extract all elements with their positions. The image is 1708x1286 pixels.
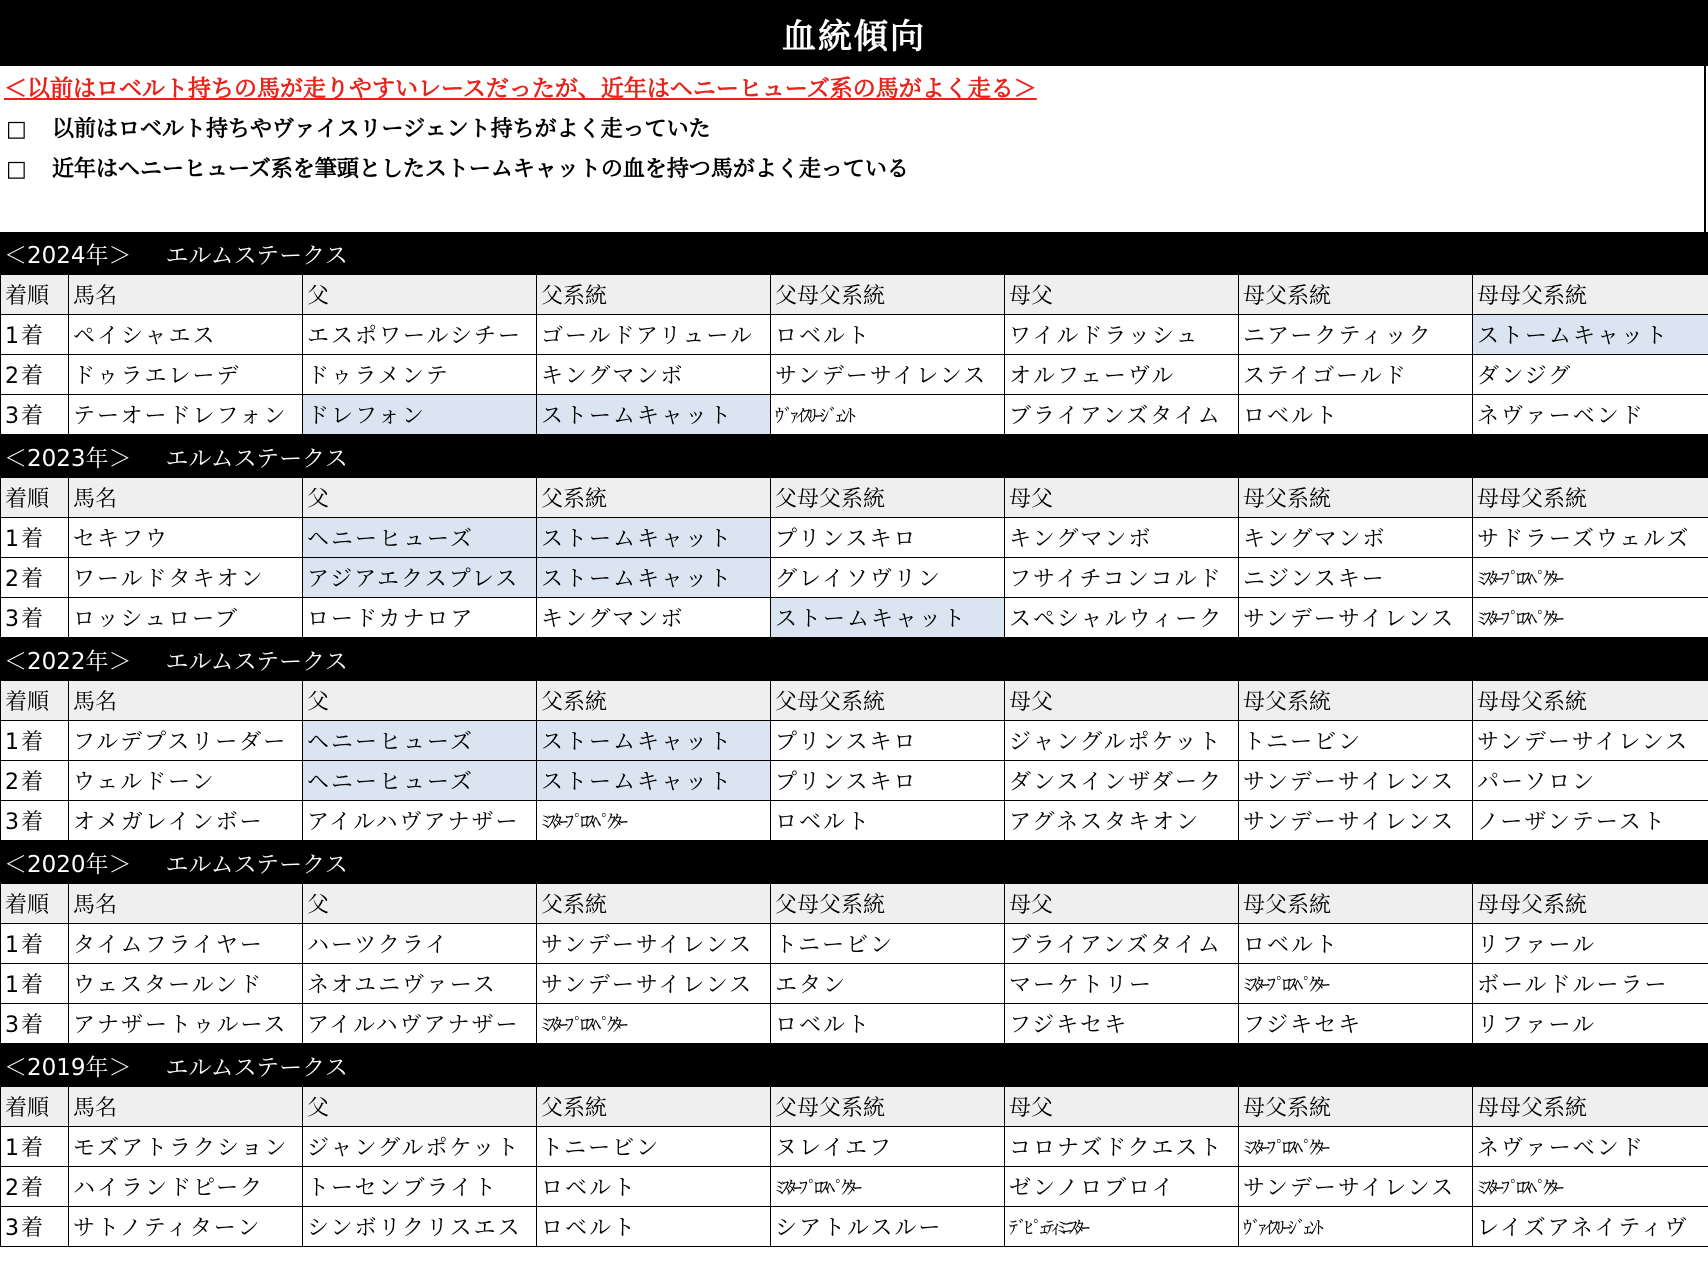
results-sections [0, 232, 1708, 1247]
cell-sire: トーセンブライト [303, 1167, 537, 1207]
column-header-dam-dam-sire-line: 母母父系統 [1473, 1087, 1708, 1127]
cell-sire-line: ﾐｽﾀｰﾌﾟﾛｽﾍﾟｸﾀｰ [537, 1004, 771, 1044]
cell-horse: タイムフライヤー [69, 924, 303, 964]
bullet-text: 以前はロベルト持ちやヴァイスリージェント持ちがよく走っていた [52, 117, 711, 142]
column-header-dam-dam-sire-line: 母母父系統 [1473, 478, 1708, 518]
table-row [1, 315, 1708, 355]
column-header-dam-sire-line: 母父系統 [1239, 884, 1473, 924]
cell-dam-dam-sire-line: ﾐｽﾀｰﾌﾟﾛｽﾍﾟｸﾀｰ [1473, 598, 1708, 638]
column-header-dam-sire: 母父 [1005, 478, 1239, 518]
bullet-item [6, 112, 711, 143]
column-header-rank: 着順 [1, 1087, 69, 1127]
cell-dam-dam-sire-line: ネヴァーベンド [1473, 1127, 1708, 1167]
cell-dam-dam-sire-line: パーソロン [1473, 761, 1708, 801]
cell-sire-line: キングマンボ [537, 598, 771, 638]
column-header-sire: 父 [303, 884, 537, 924]
results-table [0, 883, 1708, 1044]
column-header-dam-dam-sire-line: 母母父系統 [1473, 681, 1708, 721]
section-race-name: エルムステークス [165, 648, 348, 675]
table-header-row [1, 275, 1708, 315]
cell-horse: ロッシュローブ [69, 598, 303, 638]
column-header-dam-sire: 母父 [1005, 681, 1239, 721]
cell-rank: 3着 [1, 395, 69, 435]
cell-dam-sire: マーケトリー [1005, 964, 1239, 1004]
section-header [0, 232, 1708, 274]
cell-dam-sire: キングマンボ [1005, 518, 1239, 558]
cell-sire-dam-sire-line: ヌレイエフ [771, 1127, 1005, 1167]
table-row [1, 518, 1708, 558]
table-row [1, 721, 1708, 761]
column-header-dam-sire: 母父 [1005, 275, 1239, 315]
cell-horse: ハイランドピーク [69, 1167, 303, 1207]
cell-sire-line: ロベルト [537, 1207, 771, 1247]
cell-rank: 2着 [1, 1167, 69, 1207]
cell-dam-dam-sire-line: サンデーサイレンス [1473, 721, 1708, 761]
cell-dam-dam-sire-line: ストームキャット [1473, 315, 1708, 355]
cell-dam-sire-line: ｳﾞｧｲｽﾘｰｼﾞｪﾝﾄ [1239, 1207, 1473, 1247]
cell-rank: 2着 [1, 558, 69, 598]
cell-sire: ヘニーヒューズ [303, 721, 537, 761]
section-year: ＜2019年＞ [4, 1054, 132, 1081]
cell-horse: モズアトラクション [69, 1127, 303, 1167]
cell-dam-sire: フジキセキ [1005, 1004, 1239, 1044]
cell-dam-sire-line: ロベルト [1239, 395, 1473, 435]
cell-sire-dam-sire-line: ロベルト [771, 315, 1005, 355]
cell-dam-sire-line: サンデーサイレンス [1239, 801, 1473, 841]
cell-dam-dam-sire-line: ダンジグ [1473, 355, 1708, 395]
cell-dam-sire-line: サンデーサイレンス [1239, 1167, 1473, 1207]
results-table [0, 274, 1708, 435]
cell-rank: 3着 [1, 1004, 69, 1044]
table-row [1, 801, 1708, 841]
cell-rank: 3着 [1, 801, 69, 841]
cell-dam-dam-sire-line: レイズアネイティヴ [1473, 1207, 1708, 1247]
column-header-sire: 父 [303, 1087, 537, 1127]
cell-horse: テーオードレフォン [69, 395, 303, 435]
cell-sire-line: サンデーサイレンス [537, 924, 771, 964]
cell-rank: 2着 [1, 355, 69, 395]
cell-rank: 3着 [1, 1207, 69, 1247]
column-header-sire-dam-sire-line: 父母父系統 [771, 681, 1005, 721]
cell-sire: ハーツクライ [303, 924, 537, 964]
cell-dam-sire: ブライアンズタイム [1005, 395, 1239, 435]
cell-horse: サトノティターン [69, 1207, 303, 1247]
cell-rank: 2着 [1, 761, 69, 801]
cell-dam-dam-sire-line: ボールドルーラー [1473, 964, 1708, 1004]
cell-dam-dam-sire-line: ノーザンテースト [1473, 801, 1708, 841]
cell-dam-dam-sire-line: ﾐｽﾀｰﾌﾟﾛｽﾍﾟｸﾀｰ [1473, 558, 1708, 598]
table-header-row [1, 478, 1708, 518]
checkbox-icon: □ [6, 117, 27, 142]
cell-dam-sire: アグネスタキオン [1005, 801, 1239, 841]
table-row [1, 598, 1708, 638]
table-row [1, 1167, 1708, 1207]
cell-sire-line: キングマンボ [537, 355, 771, 395]
cell-horse: ワールドタキオン [69, 558, 303, 598]
column-header-horse: 馬名 [69, 275, 303, 315]
column-header-horse: 馬名 [69, 478, 303, 518]
cell-dam-sire: オルフェーヴル [1005, 355, 1239, 395]
column-header-dam-sire-line: 母父系統 [1239, 1087, 1473, 1127]
column-header-dam-sire-line: 母父系統 [1239, 478, 1473, 518]
cell-dam-sire: コロナズドクエスト [1005, 1127, 1239, 1167]
results-table [0, 1086, 1708, 1247]
column-header-sire-line: 父系統 [537, 275, 771, 315]
column-header-sire-line: 父系統 [537, 884, 771, 924]
column-header-rank: 着順 [1, 478, 69, 518]
cell-sire: ドレフォン [303, 395, 537, 435]
cell-sire-dam-sire-line: プリンスキロ [771, 518, 1005, 558]
table-row [1, 395, 1708, 435]
section-race-name: エルムステークス [165, 242, 348, 269]
cell-sire: ジャングルポケット [303, 1127, 537, 1167]
cell-dam-sire-line: ﾐｽﾀｰﾌﾟﾛｽﾍﾟｸﾀｰ [1239, 1127, 1473, 1167]
cell-dam-dam-sire-line: サドラーズウェルズ [1473, 518, 1708, 558]
section-header [0, 841, 1708, 883]
cell-horse: アナザートゥルース [69, 1004, 303, 1044]
section-year: ＜2020年＞ [4, 851, 132, 878]
column-header-dam-sire: 母父 [1005, 884, 1239, 924]
column-header-horse: 馬名 [69, 884, 303, 924]
column-header-dam-sire-line: 母父系統 [1239, 681, 1473, 721]
cell-dam-sire: ﾃﾞﾋﾟｭﾃｨﾐﾆｽﾀｰ [1005, 1207, 1239, 1247]
table-row [1, 761, 1708, 801]
cell-rank: 1着 [1, 924, 69, 964]
cell-sire-dam-sire-line: トニービン [771, 924, 1005, 964]
table-row [1, 1207, 1708, 1247]
cell-sire-dam-sire-line: エタン [771, 964, 1005, 1004]
column-header-sire: 父 [303, 681, 537, 721]
cell-horse: ドゥラエレーデ [69, 355, 303, 395]
column-header-sire-line: 父系統 [537, 681, 771, 721]
table-row [1, 964, 1708, 1004]
cell-sire-dam-sire-line: サンデーサイレンス [771, 355, 1005, 395]
cell-horse: オメガレインボー [69, 801, 303, 841]
cell-rank: 1着 [1, 518, 69, 558]
column-header-rank: 着順 [1, 681, 69, 721]
cell-sire-dam-sire-line: ロベルト [771, 801, 1005, 841]
table-row [1, 355, 1708, 395]
cell-horse: ウェルドーン [69, 761, 303, 801]
checkbox-icon: □ [6, 157, 27, 182]
table-header-row [1, 884, 1708, 924]
cell-sire-dam-sire-line: ストームキャット [771, 598, 1005, 638]
cell-dam-sire-line: ニジンスキー [1239, 558, 1473, 598]
cell-sire-dam-sire-line: グレイソヴリン [771, 558, 1005, 598]
column-header-sire-dam-sire-line: 父母父系統 [771, 884, 1005, 924]
cell-dam-dam-sire-line: リファール [1473, 1004, 1708, 1044]
cell-sire: ヘニーヒューズ [303, 518, 537, 558]
column-header-dam-sire-line: 母父系統 [1239, 275, 1473, 315]
bullet-item [6, 152, 909, 183]
column-header-rank: 着順 [1, 884, 69, 924]
cell-sire-line: ストームキャット [537, 395, 771, 435]
cell-sire-line: サンデーサイレンス [537, 964, 771, 1004]
cell-dam-sire: ゼンノロブロイ [1005, 1167, 1239, 1207]
cell-dam-sire-line: ﾐｽﾀｰﾌﾟﾛｽﾍﾟｸﾀｰ [1239, 964, 1473, 1004]
table-row [1, 1004, 1708, 1044]
cell-dam-sire: ブライアンズタイム [1005, 924, 1239, 964]
section-year: ＜2022年＞ [4, 648, 132, 675]
cell-sire-line: ストームキャット [537, 558, 771, 598]
cell-dam-sire: フサイチコンコルド [1005, 558, 1239, 598]
table-header-row [1, 1087, 1708, 1127]
table-row [1, 558, 1708, 598]
section-header [0, 1044, 1708, 1086]
cell-dam-sire-line: トニービン [1239, 721, 1473, 761]
cell-sire: アイルハヴアナザー [303, 1004, 537, 1044]
column-header-sire-dam-sire-line: 父母父系統 [771, 1087, 1005, 1127]
section-year: ＜2024年＞ [4, 242, 132, 269]
table-row [1, 924, 1708, 964]
cell-rank: 1着 [1, 964, 69, 1004]
cell-dam-dam-sire-line: ﾐｽﾀｰﾌﾟﾛｽﾍﾟｸﾀｰ [1473, 1167, 1708, 1207]
column-header-rank: 着順 [1, 275, 69, 315]
column-header-dam-dam-sire-line: 母母父系統 [1473, 884, 1708, 924]
cell-sire: エスポワールシチー [303, 315, 537, 355]
results-table [0, 680, 1708, 841]
section-race-name: エルムステークス [165, 445, 348, 472]
cell-sire-dam-sire-line: ロベルト [771, 1004, 1005, 1044]
column-header-dam-sire: 母父 [1005, 1087, 1239, 1127]
cell-sire-line: トニービン [537, 1127, 771, 1167]
section-race-name: エルムステークス [165, 1054, 348, 1081]
cell-dam-sire: ダンスインザダーク [1005, 761, 1239, 801]
cell-dam-sire: スペシャルウィーク [1005, 598, 1239, 638]
column-header-horse: 馬名 [69, 1087, 303, 1127]
cell-dam-sire: ジャングルポケット [1005, 721, 1239, 761]
cell-dam-sire-line: サンデーサイレンス [1239, 598, 1473, 638]
cell-dam-sire-line: ステイゴールド [1239, 355, 1473, 395]
column-header-sire-dam-sire-line: 父母父系統 [771, 478, 1005, 518]
cell-rank: 1着 [1, 1127, 69, 1167]
cell-horse: フルデプスリーダー [69, 721, 303, 761]
cell-dam-sire: ワイルドラッシュ [1005, 315, 1239, 355]
cell-horse: セキフウ [69, 518, 303, 558]
cell-sire-line: ロベルト [537, 1167, 771, 1207]
cell-sire: ドゥラメンテ [303, 355, 537, 395]
column-header-sire: 父 [303, 275, 537, 315]
cell-sire: シンボリクリスエス [303, 1207, 537, 1247]
intro-panel [0, 66, 1706, 232]
cell-sire: ヘニーヒューズ [303, 761, 537, 801]
cell-sire-dam-sire-line: ﾐｽﾀｰﾌﾟﾛｽﾍﾟｸﾀｰ [771, 1167, 1005, 1207]
cell-rank: 1着 [1, 315, 69, 355]
column-header-sire-line: 父系統 [537, 1087, 771, 1127]
cell-dam-sire-line: サンデーサイレンス [1239, 761, 1473, 801]
cell-sire: ネオユニヴァース [303, 964, 537, 1004]
section-header [0, 638, 1708, 680]
page-title: 血統傾向 [0, 0, 1708, 66]
cell-sire-dam-sire-line: プリンスキロ [771, 761, 1005, 801]
cell-sire-line: ゴールドアリュール [537, 315, 771, 355]
cell-dam-dam-sire-line: ネヴァーベンド [1473, 395, 1708, 435]
section-header [0, 435, 1708, 477]
section-race-name: エルムステークス [165, 851, 348, 878]
cell-sire: アジアエクスプレス [303, 558, 537, 598]
headline: ＜以前はロベルト持ちの馬が走りやすいレースだったが、近年はヘニーヒューズ系の馬がよく走る＞ [4, 76, 1037, 102]
results-table [0, 477, 1708, 638]
cell-horse: ペイシャエス [69, 315, 303, 355]
column-header-dam-dam-sire-line: 母母父系統 [1473, 275, 1708, 315]
cell-sire-dam-sire-line: ｳﾞｧｲｽﾘｰｼﾞｪﾝﾄ [771, 395, 1005, 435]
cell-sire-line: ﾐｽﾀｰﾌﾟﾛｽﾍﾟｸﾀｰ [537, 801, 771, 841]
cell-sire: ロードカナロア [303, 598, 537, 638]
cell-rank: 1着 [1, 721, 69, 761]
column-header-horse: 馬名 [69, 681, 303, 721]
cell-sire-dam-sire-line: シアトルスルー [771, 1207, 1005, 1247]
column-header-sire: 父 [303, 478, 537, 518]
cell-horse: ウェスタールンド [69, 964, 303, 1004]
cell-sire-line: ストームキャット [537, 761, 771, 801]
column-header-sire-dam-sire-line: 父母父系統 [771, 275, 1005, 315]
cell-sire: アイルハヴアナザー [303, 801, 537, 841]
table-header-row [1, 681, 1708, 721]
cell-sire-line: ストームキャット [537, 721, 771, 761]
table-row [1, 1127, 1708, 1167]
cell-dam-sire-line: フジキセキ [1239, 1004, 1473, 1044]
cell-sire-dam-sire-line: プリンスキロ [771, 721, 1005, 761]
bullet-text: 近年はヘニーヒューズ系を筆頭としたストームキャットの血を持つ馬がよく走っている [52, 157, 909, 182]
cell-dam-sire-line: ニアークティック [1239, 315, 1473, 355]
column-header-sire-line: 父系統 [537, 478, 771, 518]
cell-dam-sire-line: ロベルト [1239, 924, 1473, 964]
cell-dam-dam-sire-line: リファール [1473, 924, 1708, 964]
cell-sire-line: ストームキャット [537, 518, 771, 558]
cell-dam-sire-line: キングマンボ [1239, 518, 1473, 558]
section-year: ＜2023年＞ [4, 445, 132, 472]
cell-rank: 3着 [1, 598, 69, 638]
